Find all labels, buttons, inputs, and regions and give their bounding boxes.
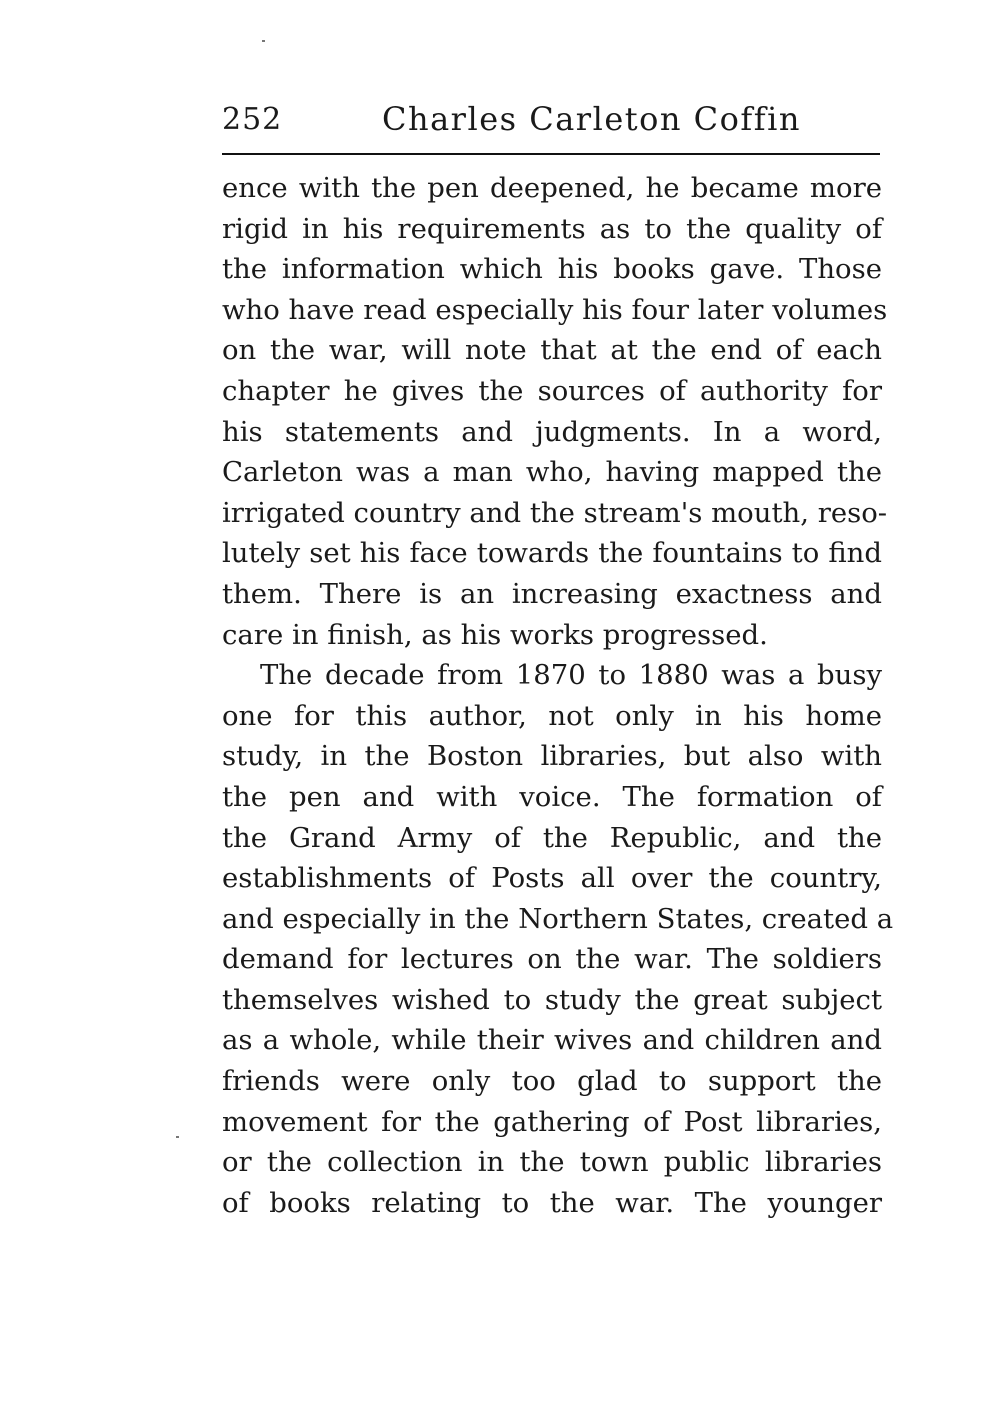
- paragraph: [222, 655, 894, 1223]
- text-line: as a whole, while their wives and children and: [222, 1024, 882, 1057]
- paragraph: [222, 168, 888, 655]
- header-rule: [222, 153, 880, 155]
- text-line: chapter he gives the sources of authority for: [222, 374, 882, 407]
- page-number: 252: [222, 102, 283, 137]
- text-line: irrigated country and the stream's mouth, reso-: [222, 496, 888, 529]
- running-title: Charles Carleton Coffin: [382, 100, 801, 138]
- text-line: on the war, will note that at the end of each: [222, 334, 882, 367]
- text-line: Carleton was a man who, having mapped the: [222, 456, 882, 489]
- text-line: rigid in his requirements as to the quality of: [222, 212, 882, 245]
- text-line: the information which his books gave. Those: [222, 253, 882, 286]
- scan-speck: [176, 1136, 179, 1138]
- text-line: of books relating to the war. The younger: [222, 1186, 882, 1219]
- scan-speck: [262, 40, 265, 42]
- text-line: study, in the Boston libraries, but also with: [222, 740, 882, 773]
- text-line: one for this author, not only in his home: [222, 699, 882, 732]
- text-line: them. There is an increasing exactness and: [222, 577, 882, 610]
- body-text: [222, 168, 894, 1223]
- text-line: movement for the gathering of Post libraries,: [222, 1105, 882, 1138]
- page-header: [222, 96, 882, 144]
- text-line: the Grand Army of the Republic, and the: [222, 821, 882, 854]
- text-line: the pen and with voice. The formation of: [222, 780, 882, 813]
- text-line: demand for lectures on the war. The soldiers: [222, 943, 882, 976]
- text-line: ence with the pen deepened, he became more: [222, 172, 882, 204]
- text-line: themselves wished to study the great subject: [222, 983, 882, 1016]
- text-line: his statements and judgments. In a word,: [222, 415, 882, 448]
- text-line: friends were only too glad to support the: [222, 1065, 882, 1098]
- text-line: The decade from 1870 to 1880 was a busy: [260, 659, 882, 692]
- text-line: establishments of Posts all over the country,: [222, 862, 882, 895]
- text-line: who have read especially his four later volumes: [222, 293, 888, 326]
- text-line: lutely set his face towards the fountains to find: [222, 537, 882, 570]
- text-line: and especially in the Northern States, created a: [222, 902, 894, 935]
- text-line: or the collection in the town public libraries: [222, 1146, 882, 1179]
- text-line: care in finish, as his works progressed.: [222, 618, 768, 651]
